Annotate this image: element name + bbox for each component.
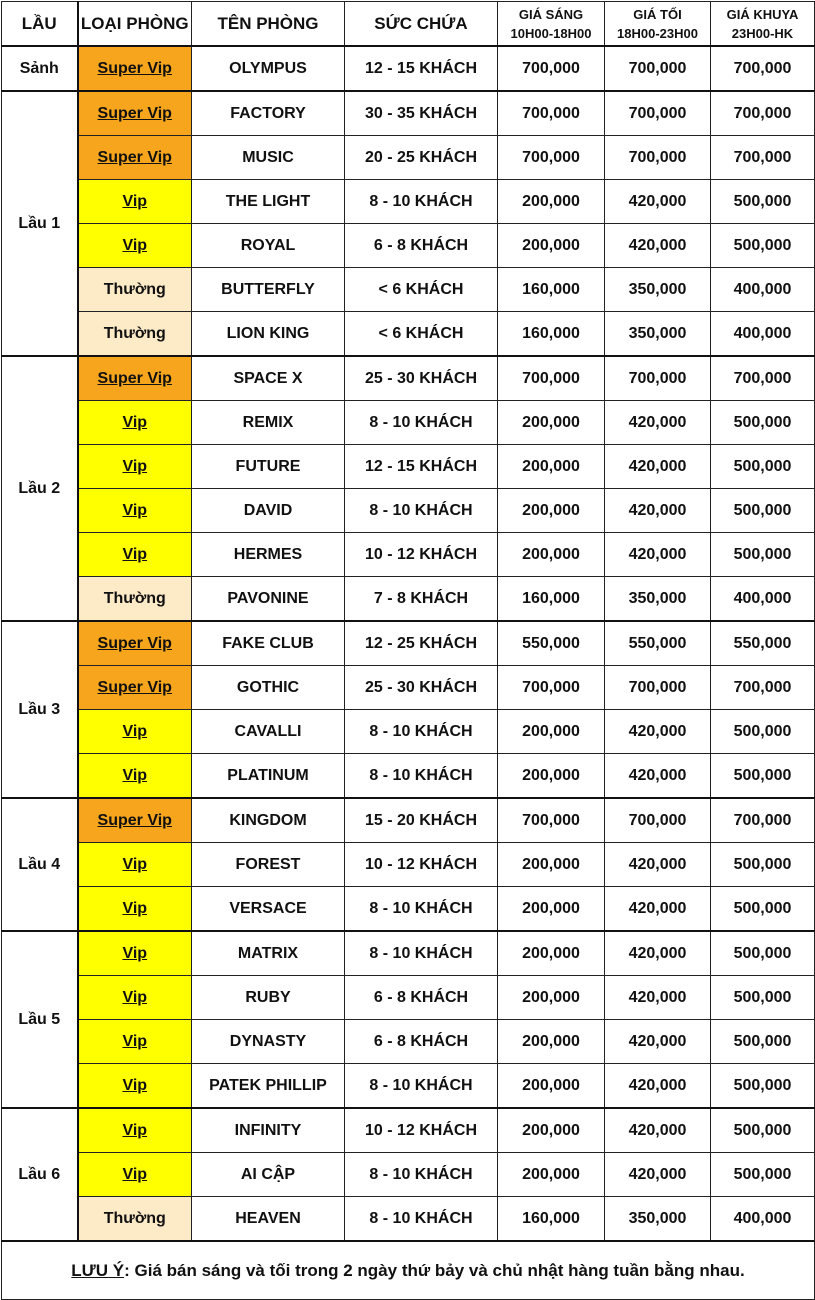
room-name-cell: GOTHIC [192, 666, 345, 710]
table-row [2, 1108, 815, 1153]
header-evening-price [605, 2, 711, 47]
evening-price-cell: 420,000 [605, 754, 711, 799]
evening-price-cell: 420,000 [605, 445, 711, 489]
evening-price-cell: 420,000 [605, 843, 711, 887]
capacity-cell: 12 - 15 KHÁCH [345, 46, 498, 91]
room-type-label[interactable]: Vip [122, 192, 148, 210]
header-evening-time: 18H00-23H00 [617, 25, 698, 41]
table-row [2, 401, 815, 445]
room-type-cell [78, 356, 192, 401]
late-price-cell: 550,000 [711, 621, 815, 666]
room-type-label: Thường [103, 324, 166, 342]
table-row [2, 621, 815, 666]
room-name-cell: SPACE X [192, 356, 345, 401]
capacity-cell: 8 - 10 KHÁCH [345, 931, 498, 976]
table-row [2, 224, 815, 268]
capacity-cell: 8 - 10 KHÁCH [345, 710, 498, 754]
capacity-cell: 6 - 8 KHÁCH [345, 1020, 498, 1064]
late-price-cell: 500,000 [711, 1108, 815, 1153]
morning-price-cell: 700,000 [498, 798, 605, 843]
evening-price-cell: 700,000 [605, 666, 711, 710]
evening-price-cell: 420,000 [605, 976, 711, 1020]
morning-price-cell: 700,000 [498, 91, 605, 136]
header-capacity: SỨC CHỨA [345, 2, 498, 47]
floor-cell: Lầu 1 [2, 91, 78, 356]
room-type-cell [78, 1020, 192, 1064]
capacity-cell: 8 - 10 KHÁCH [345, 887, 498, 932]
late-price-cell: 400,000 [711, 1197, 815, 1242]
late-price-cell: 500,000 [711, 843, 815, 887]
late-price-cell: 400,000 [711, 312, 815, 357]
evening-price-cell: 550,000 [605, 621, 711, 666]
late-price-cell: 500,000 [711, 710, 815, 754]
room-type-cell [78, 1064, 192, 1109]
room-type-cell [78, 268, 192, 312]
room-type-label[interactable]: Vip [122, 766, 148, 784]
late-price-cell: 500,000 [711, 401, 815, 445]
room-type-label: Thường [103, 1209, 166, 1227]
morning-price-cell: 700,000 [498, 46, 605, 91]
capacity-cell: 20 - 25 KHÁCH [345, 136, 498, 180]
table-row [2, 754, 815, 799]
table-header [2, 2, 815, 47]
room-type-cell [78, 533, 192, 577]
room-type-cell [78, 754, 192, 799]
capacity-cell: 8 - 10 KHÁCH [345, 1064, 498, 1109]
footnote [2, 1241, 815, 1300]
late-price-cell: 700,000 [711, 798, 815, 843]
room-name-cell: HERMES [192, 533, 345, 577]
late-price-cell: 500,000 [711, 489, 815, 533]
header-late-price [711, 2, 815, 47]
room-type-cell [78, 180, 192, 224]
capacity-cell: 8 - 10 KHÁCH [345, 754, 498, 799]
floor-cell: Lầu 6 [2, 1108, 78, 1241]
late-price-cell: 700,000 [711, 356, 815, 401]
room-type-label[interactable]: Vip [122, 1032, 148, 1050]
evening-price-cell: 420,000 [605, 224, 711, 268]
room-type-cell [78, 843, 192, 887]
late-price-cell: 700,000 [711, 136, 815, 180]
morning-price-cell: 200,000 [498, 533, 605, 577]
table-row [2, 843, 815, 887]
capacity-cell: 8 - 10 KHÁCH [345, 180, 498, 224]
table-row [2, 1197, 815, 1242]
floor-cell: Lầu 2 [2, 356, 78, 621]
evening-price-cell: 420,000 [605, 180, 711, 224]
room-type-label[interactable]: Vip [122, 722, 148, 740]
header-room-type: LOẠI PHÒNG [78, 2, 192, 47]
morning-price-cell: 700,000 [498, 356, 605, 401]
capacity-cell: 15 - 20 KHÁCH [345, 798, 498, 843]
morning-price-cell: 200,000 [498, 976, 605, 1020]
evening-price-cell: 420,000 [605, 1153, 711, 1197]
room-type-label[interactable]: Super Vip [97, 148, 172, 166]
late-price-cell: 500,000 [711, 180, 815, 224]
room-name-cell: ROYAL [192, 224, 345, 268]
room-name-cell: PATEK PHILLIP [192, 1064, 345, 1109]
late-price-cell: 500,000 [711, 533, 815, 577]
table-footer [2, 1241, 815, 1300]
morning-price-cell: 200,000 [498, 1108, 605, 1153]
room-type-cell [78, 445, 192, 489]
capacity-cell: 25 - 30 KHÁCH [345, 666, 498, 710]
table-row [2, 136, 815, 180]
morning-price-cell: 200,000 [498, 710, 605, 754]
morning-price-cell: 200,000 [498, 754, 605, 799]
room-type-label[interactable]: Vip [122, 1121, 148, 1139]
evening-price-cell: 700,000 [605, 91, 711, 136]
morning-price-cell: 160,000 [498, 268, 605, 312]
room-type-cell [78, 621, 192, 666]
room-type-label[interactable]: Vip [122, 899, 148, 917]
evening-price-cell: 350,000 [605, 577, 711, 622]
room-type-label[interactable]: Vip [122, 413, 148, 431]
room-type-cell [78, 136, 192, 180]
room-type-label[interactable]: Vip [122, 501, 148, 519]
room-name-cell: HEAVEN [192, 1197, 345, 1242]
room-name-cell: AI CẬP [192, 1153, 345, 1197]
capacity-cell: 8 - 10 KHÁCH [345, 1153, 498, 1197]
room-type-label[interactable]: Vip [122, 1165, 148, 1183]
table-row [2, 312, 815, 357]
floor-cell: Lầu 3 [2, 621, 78, 798]
room-name-cell: INFINITY [192, 1108, 345, 1153]
header-morning-label: GIÁ SÁNG [518, 6, 584, 22]
capacity-cell: 8 - 10 KHÁCH [345, 401, 498, 445]
evening-price-cell: 700,000 [605, 798, 711, 843]
room-type-cell [78, 46, 192, 91]
room-name-cell: PLATINUM [192, 754, 345, 799]
table-row [2, 887, 815, 932]
late-price-cell: 700,000 [711, 91, 815, 136]
header-floor: LẦU [2, 2, 78, 47]
room-name-cell: MATRIX [192, 931, 345, 976]
capacity-cell: 7 - 8 KHÁCH [345, 577, 498, 622]
table-row [2, 180, 815, 224]
capacity-cell: < 6 KHÁCH [345, 268, 498, 312]
evening-price-cell: 420,000 [605, 533, 711, 577]
room-type-cell [78, 666, 192, 710]
room-name-cell: PAVONINE [192, 577, 345, 622]
late-price-cell: 400,000 [711, 577, 815, 622]
capacity-cell: 6 - 8 KHÁCH [345, 224, 498, 268]
room-type-cell [78, 1153, 192, 1197]
capacity-cell: 25 - 30 KHÁCH [345, 356, 498, 401]
header-room-name: TÊN PHÒNG [192, 2, 345, 47]
late-price-cell: 500,000 [711, 931, 815, 976]
table-row [2, 577, 815, 622]
capacity-cell: 8 - 10 KHÁCH [345, 489, 498, 533]
table-row [2, 268, 815, 312]
footnote-label: LƯU Ý [71, 1260, 125, 1280]
floor-cell: Lầu 4 [2, 798, 78, 931]
morning-price-cell: 200,000 [498, 1153, 605, 1197]
evening-price-cell: 420,000 [605, 1108, 711, 1153]
room-name-cell: VERSACE [192, 887, 345, 932]
room-name-cell: FUTURE [192, 445, 345, 489]
morning-price-cell: 200,000 [498, 1020, 605, 1064]
morning-price-cell: 200,000 [498, 401, 605, 445]
late-price-cell: 500,000 [711, 887, 815, 932]
room-type-cell [78, 1197, 192, 1242]
room-name-cell: BUTTERFLY [192, 268, 345, 312]
room-name-cell: MUSIC [192, 136, 345, 180]
table-body [2, 46, 815, 1241]
morning-price-cell: 200,000 [498, 489, 605, 533]
room-type-cell [78, 577, 192, 622]
room-type-cell [78, 312, 192, 357]
header-morning-time: 10H00-18H00 [510, 25, 592, 41]
room-type-cell [78, 710, 192, 754]
late-price-cell: 700,000 [711, 666, 815, 710]
room-type-label[interactable]: Vip [122, 944, 148, 962]
capacity-cell: 10 - 12 KHÁCH [345, 843, 498, 887]
capacity-cell: 8 - 10 KHÁCH [345, 1197, 498, 1242]
room-type-cell [78, 887, 192, 932]
table-row [2, 1153, 815, 1197]
capacity-cell: < 6 KHÁCH [345, 312, 498, 357]
capacity-cell: 10 - 12 KHÁCH [345, 1108, 498, 1153]
morning-price-cell: 200,000 [498, 445, 605, 489]
room-name-cell: CAVALLI [192, 710, 345, 754]
room-type-cell [78, 489, 192, 533]
table-row [2, 46, 815, 91]
morning-price-cell: 200,000 [498, 224, 605, 268]
evening-price-cell: 420,000 [605, 710, 711, 754]
room-name-cell: OLYMPUS [192, 46, 345, 91]
room-type-cell [78, 1108, 192, 1153]
room-type-label: Thường [103, 280, 166, 298]
room-type-label[interactable]: Vip [122, 545, 148, 563]
evening-price-cell: 700,000 [605, 136, 711, 180]
room-name-cell: FACTORY [192, 91, 345, 136]
footnote-text: : Giá bán sáng và tối trong 2 ngày thứ bảy và chủ nhật hàng tuần bằng nhau. [124, 1260, 745, 1280]
morning-price-cell: 200,000 [498, 180, 605, 224]
room-name-cell: LION KING [192, 312, 345, 357]
evening-price-cell: 420,000 [605, 887, 711, 932]
morning-price-cell: 160,000 [498, 577, 605, 622]
late-price-cell: 500,000 [711, 1153, 815, 1197]
room-type-cell [78, 401, 192, 445]
room-name-cell: KINGDOM [192, 798, 345, 843]
evening-price-cell: 420,000 [605, 1064, 711, 1109]
late-price-cell: 700,000 [711, 46, 815, 91]
header-morning-price [498, 2, 605, 47]
late-price-cell: 500,000 [711, 224, 815, 268]
room-type-label[interactable]: Vip [122, 457, 148, 475]
late-price-cell: 400,000 [711, 268, 815, 312]
price-table [1, 1, 815, 1300]
floor-cell: Sảnh [2, 46, 78, 91]
room-type-label[interactable]: Vip [122, 855, 148, 873]
room-name-cell: FAKE CLUB [192, 621, 345, 666]
table-row [2, 91, 815, 136]
morning-price-cell: 200,000 [498, 931, 605, 976]
room-type-cell [78, 224, 192, 268]
morning-price-cell: 160,000 [498, 1197, 605, 1242]
evening-price-cell: 700,000 [605, 46, 711, 91]
evening-price-cell: 700,000 [605, 356, 711, 401]
morning-price-cell: 550,000 [498, 621, 605, 666]
room-type-label[interactable]: Super Vip [97, 369, 172, 387]
evening-price-cell: 420,000 [605, 931, 711, 976]
table-row [2, 931, 815, 976]
room-name-cell: REMIX [192, 401, 345, 445]
late-price-cell: 500,000 [711, 445, 815, 489]
room-name-cell: THE LIGHT [192, 180, 345, 224]
room-name-cell: RUBY [192, 976, 345, 1020]
table-row [2, 1064, 815, 1109]
room-type-cell [78, 976, 192, 1020]
room-type-label[interactable]: Super Vip [97, 678, 172, 696]
room-name-cell: DAVID [192, 489, 345, 533]
evening-price-cell: 350,000 [605, 1197, 711, 1242]
room-type-label[interactable]: Vip [122, 988, 148, 1006]
table-row [2, 1020, 815, 1064]
room-type-label[interactable]: Vip [122, 236, 148, 254]
header-evening-label: GIÁ TỐI [633, 6, 682, 22]
capacity-cell: 12 - 15 KHÁCH [345, 445, 498, 489]
room-name-cell: DYNASTY [192, 1020, 345, 1064]
evening-price-cell: 420,000 [605, 489, 711, 533]
evening-price-cell: 420,000 [605, 1020, 711, 1064]
table-row [2, 666, 815, 710]
room-type-cell [78, 931, 192, 976]
late-price-cell: 500,000 [711, 754, 815, 799]
late-price-cell: 500,000 [711, 1020, 815, 1064]
capacity-cell: 6 - 8 KHÁCH [345, 976, 498, 1020]
room-type-label[interactable]: Super Vip [97, 104, 172, 122]
late-price-cell: 500,000 [711, 1064, 815, 1109]
late-price-cell: 500,000 [711, 976, 815, 1020]
morning-price-cell: 200,000 [498, 1064, 605, 1109]
room-type-cell [78, 798, 192, 843]
morning-price-cell: 200,000 [498, 887, 605, 932]
morning-price-cell: 700,000 [498, 136, 605, 180]
room-type-cell [78, 91, 192, 136]
room-type-label[interactable]: Super Vip [97, 634, 172, 652]
capacity-cell: 30 - 35 KHÁCH [345, 91, 498, 136]
morning-price-cell: 160,000 [498, 312, 605, 357]
floor-cell: Lầu 5 [2, 931, 78, 1108]
evening-price-cell: 350,000 [605, 312, 711, 357]
room-type-label[interactable]: Super Vip [97, 811, 172, 829]
table-row [2, 533, 815, 577]
table-row [2, 976, 815, 1020]
capacity-cell: 10 - 12 KHÁCH [345, 533, 498, 577]
room-type-label: Thường [103, 589, 166, 607]
table-row [2, 445, 815, 489]
morning-price-cell: 200,000 [498, 843, 605, 887]
table-row [2, 798, 815, 843]
room-name-cell: FOREST [192, 843, 345, 887]
header-late-label: GIÁ KHUYA [726, 6, 799, 22]
header-late-time: 23H00-HK [731, 25, 794, 41]
table-row [2, 489, 815, 533]
capacity-cell: 12 - 25 KHÁCH [345, 621, 498, 666]
evening-price-cell: 420,000 [605, 401, 711, 445]
room-type-label[interactable]: Super Vip [97, 59, 172, 77]
table-row [2, 356, 815, 401]
table-row [2, 710, 815, 754]
evening-price-cell: 350,000 [605, 268, 711, 312]
room-type-label[interactable]: Vip [122, 1076, 148, 1094]
morning-price-cell: 700,000 [498, 666, 605, 710]
